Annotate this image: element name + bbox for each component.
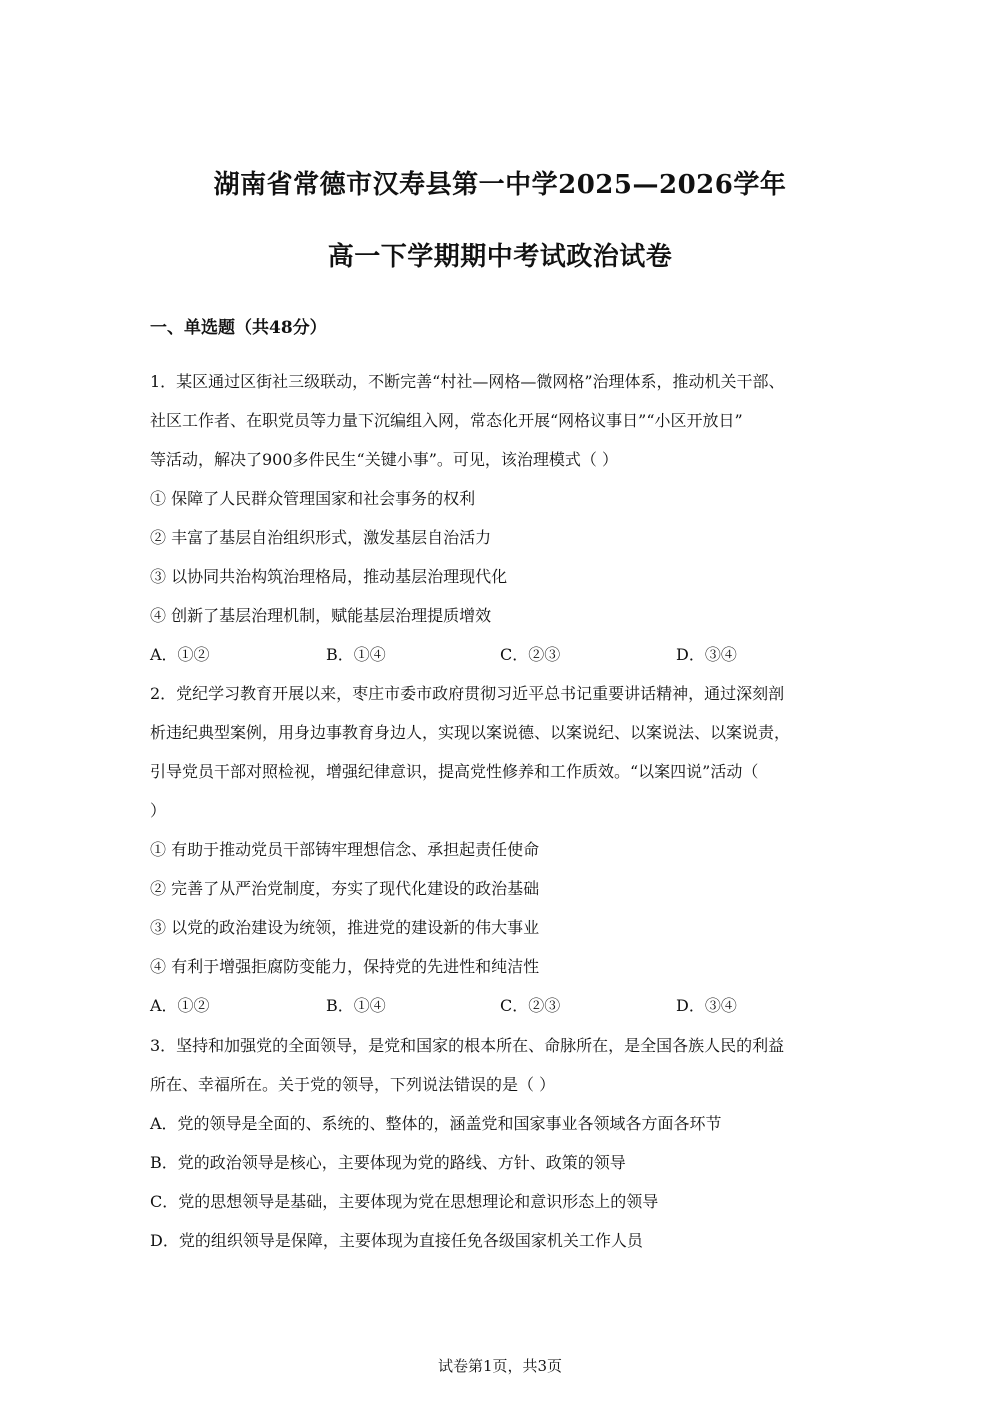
q2-option-d: D．③④ <box>676 996 737 1015</box>
q1-stem-line-1: 1．某区通过区街社三级联动，不断完善“村社—网格—微网格”治理体系，推动机关干部、 <box>150 372 785 391</box>
exam-title-line-2: 高一下学期期中考试政治试卷 <box>327 242 673 272</box>
q1-stem-line-2: 社区工作者、在职党员等力量下沉编组入网，常态化开展“网格议事日”“小区开放日” <box>150 411 743 430</box>
q2-statement-3: ③ 以党的政治建设为统领，推进党的建设新的伟大事业 <box>150 918 540 937</box>
q2-options <box>150 995 850 1017</box>
q3-option-c: C．党的思想领导是基础，主要体现为党在思想理论和意识形态上的领导 <box>150 1192 659 1211</box>
q1-statement-2: ② 丰富了基层自治组织形式，激发基层自治活力 <box>150 528 492 547</box>
exam-title-line-1: 湖南省常德市汉寿县第一中学2025—2026学年 <box>213 170 787 200</box>
q2-stem-line-3: 引导党员干部对照检视，增强纪律意识，提高党性修养和工作质效。“以案四说”活动（ <box>150 762 759 781</box>
q1-statement-3: ③ 以协同共治构筑治理格局，推动基层治理现代化 <box>150 567 508 586</box>
q2-option-a: A．①② <box>150 996 210 1015</box>
q3-stem-line-1: 3．坚持和加强党的全面领导，是党和国家的根本所在、命脉所在，是全国各族人民的利益 <box>150 1036 785 1055</box>
q1-option-a: A．①② <box>150 645 210 664</box>
q3-option-a: A．党的领导是全面的、系统的、整体的，涵盖党和国家事业各领域各方面各环节 <box>150 1114 722 1133</box>
q3-option-d: D．党的组织领导是保障，主要体现为直接任免各级国家机关工作人员 <box>150 1231 643 1250</box>
q2-stem-line-4: ） <box>150 801 167 820</box>
q3-stem-line-2: 所在、幸福所在。关于党的领导，下列说法错误的是（ ） <box>150 1075 556 1094</box>
q1-option-b: B．①④ <box>326 645 386 664</box>
section-heading: 一、单选题（共48分） <box>150 318 327 338</box>
page-footer: 试卷第1页，共3页 <box>437 1357 563 1375</box>
q2-stem-line-2: 析违纪典型案例，用身边事教育身边人，实现以案说德、以案说纪、以案说法、以案说责， <box>150 723 791 742</box>
q1-option-d: D．③④ <box>676 645 737 664</box>
q2-statement-2: ② 完善了从严治党制度，夯实了现代化建设的政治基础 <box>150 879 540 898</box>
q2-statement-1: ① 有助于推动党员干部铸牢理想信念、承担起责任使命 <box>150 840 540 859</box>
q2-statement-4: ④ 有利于增强拒腐防变能力，保持党的先进性和纯洁性 <box>150 957 540 976</box>
q2-option-b: B．①④ <box>326 996 386 1015</box>
q1-option-c: C．②③ <box>500 645 561 664</box>
q2-stem-line-1: 2．党纪学习教育开展以来，枣庄市委市政府贯彻习近平总书记重要讲话精神，通过深刻剖 <box>150 684 785 703</box>
q1-options <box>150 644 850 666</box>
q1-statement-1: ① 保障了人民群众管理国家和社会事务的权利 <box>150 489 476 508</box>
q2-option-c: C．②③ <box>500 996 561 1015</box>
q3-option-b: B．党的政治领导是核心，主要体现为党的路线、方针、政策的领导 <box>150 1153 626 1172</box>
q1-statement-4: ④ 创新了基层治理机制，赋能基层治理提质增效 <box>150 606 492 625</box>
q1-stem-line-3: 等活动，解决了900多件民生“关键小事”。可见，该治理模式（ ） <box>150 450 618 469</box>
